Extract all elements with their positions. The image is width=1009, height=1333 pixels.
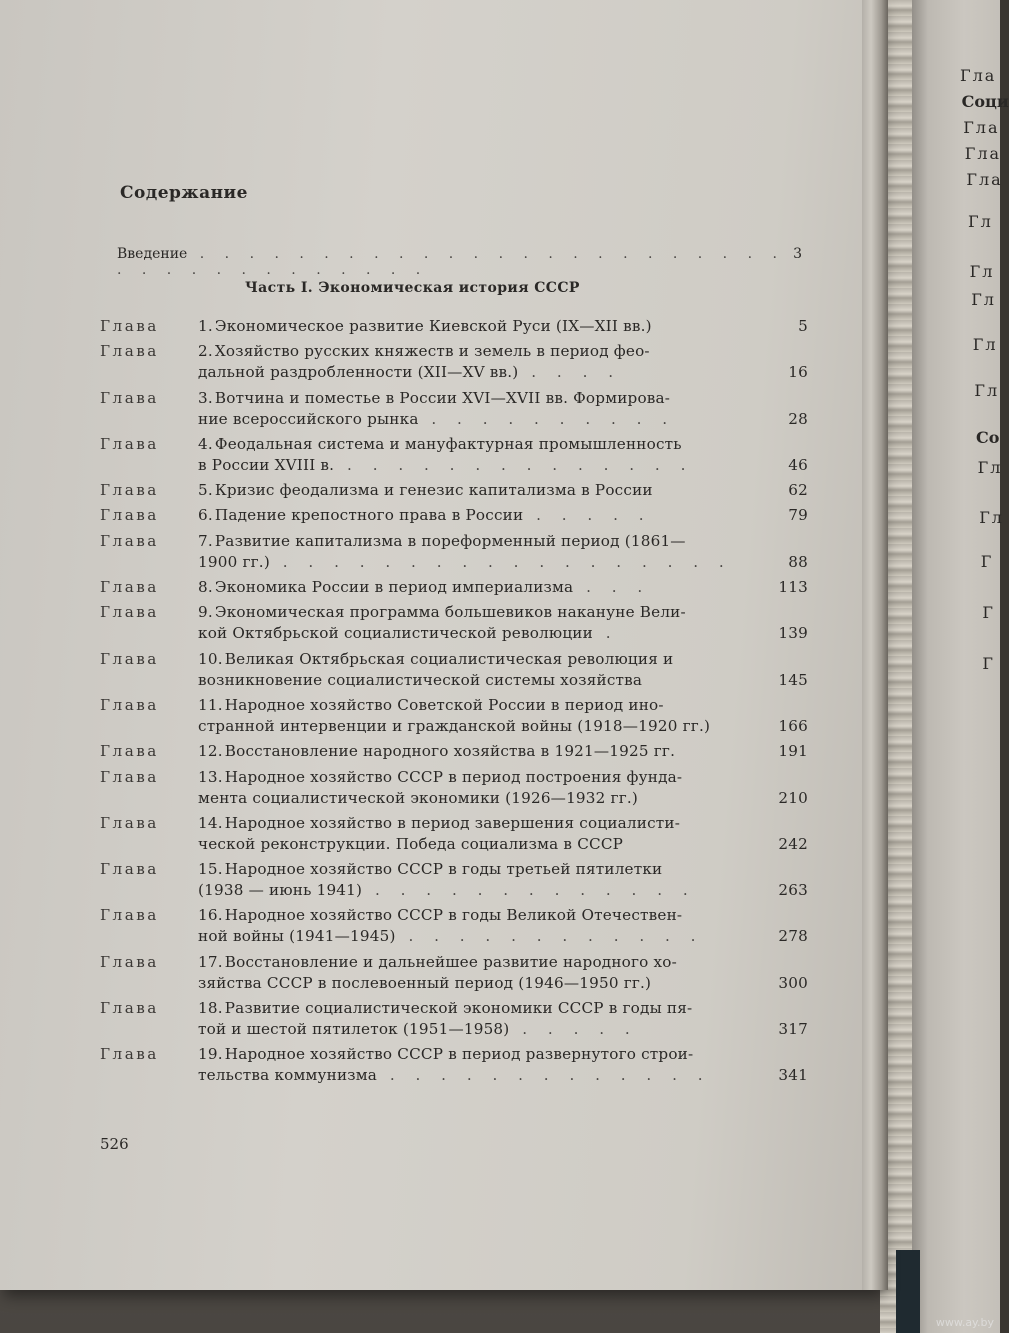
- chapter-title-line: Народное хозяйство СССР в период построения фунда-: [224, 767, 683, 786]
- chapter-title-line: странной интервенции и гражданской войны (1918—1920 гг.): [198, 716, 711, 735]
- chapter-title: [198, 434, 808, 476]
- chapter-title: [198, 505, 808, 526]
- chapter-number: 9.: [198, 603, 213, 622]
- leader-dots: . . . . . . . . . .: [418, 409, 676, 428]
- chapter-title-line: мента социалистической экономики (1926—1932 гг.): [198, 788, 639, 807]
- chapter-title-line: Восстановление народного хозяйства в 1921—1925 гг.: [224, 742, 676, 761]
- chapter-title: [198, 649, 808, 691]
- toc-list: [100, 316, 808, 1091]
- chapter-title: [198, 741, 808, 762]
- toc-entry: [100, 531, 808, 573]
- chapter-number: 6.: [198, 506, 213, 525]
- intro-label: Введение: [117, 246, 188, 262]
- toc-entry: [100, 602, 808, 644]
- chapter-prefix: Глава: [100, 342, 159, 361]
- right-page-fragment: Г: [980, 552, 994, 571]
- chapter-prefix: Глава: [100, 481, 159, 500]
- leader-dots: . . .: [573, 578, 651, 597]
- chapter-prefix: Глава: [100, 813, 159, 832]
- chapter-number: 8.: [198, 578, 213, 597]
- chapter-page: 113: [778, 578, 808, 597]
- chapter-title-line: тельства коммунизма: [198, 1066, 378, 1085]
- chapter-title: [198, 1044, 808, 1086]
- chapter-title: [198, 316, 808, 337]
- chapter-number: 11.: [198, 695, 223, 714]
- chapter-page: 278: [778, 927, 808, 946]
- right-page-fragment: Со: [976, 428, 1000, 447]
- page-gutter: [862, 0, 888, 1290]
- toc-entry: [100, 905, 808, 947]
- leader-dots: . . . . .: [523, 506, 652, 525]
- toc-entry: [100, 341, 808, 383]
- chapter-page: 46: [788, 455, 808, 474]
- page-number: 526: [100, 1135, 129, 1153]
- toc-entry: [100, 388, 808, 430]
- chapter-number: 5.: [198, 481, 213, 500]
- leader-dots: . . . . . . . . . . . . . . . . . . . . . . . . . . . . . . . . . . . . .: [117, 246, 785, 278]
- toc-entry: [100, 434, 808, 476]
- chapter-title: [198, 531, 808, 573]
- chapter-title-line: возникновение социалистической системы хозяйства: [198, 670, 643, 689]
- chapter-prefix: Глава: [100, 860, 159, 879]
- part-heading: Часть I. Экономическая история СССР: [245, 280, 580, 296]
- leader-dots: . . . . . . . . . . . . .: [362, 881, 696, 900]
- chapter-title-line: Феодальная система и мануфактурная промышленность: [214, 434, 682, 453]
- chapter-title-line: Экономическая программа большевиков накануне Вели-: [214, 603, 686, 622]
- watermark: www.ay.by: [935, 1316, 994, 1329]
- chapter-page: 210: [778, 788, 808, 807]
- right-page-fragment: Гла: [963, 118, 1000, 137]
- right-page-fragment: Гла: [960, 66, 997, 85]
- chapter-prefix: Глава: [100, 506, 159, 525]
- chapter-title-line: Вотчина и поместье в России XVI—XVII вв. Формирова-: [214, 388, 671, 407]
- leader-dots: . . . . . . . . . . . .: [395, 927, 704, 946]
- chapter-title: [198, 813, 808, 855]
- chapter-title-line: Народное хозяйство СССР в годы третьей пятилетки: [224, 860, 663, 879]
- chapter-title-line: дальной раздробленности (XII—XV вв.): [198, 363, 519, 382]
- chapter-page: 263: [778, 881, 808, 900]
- chapter-title-line: Народное хозяйство в период завершения социалисти-: [224, 813, 681, 832]
- chapter-title-line: Восстановление и дальнейшее развитие народного хо-: [224, 952, 677, 971]
- leader-dots: . . . .: [518, 363, 622, 382]
- leader-dots: . . . . . . . . . . . . . . . . . .: [269, 552, 732, 571]
- chapter-title: [198, 388, 808, 430]
- toc-entry: [100, 741, 808, 762]
- chapter-page: 88: [788, 552, 808, 571]
- toc-entry: [100, 695, 808, 737]
- chapter-number: 10.: [198, 649, 223, 668]
- right-page-fragment: Гла: [964, 144, 1002, 163]
- chapter-number: 12.: [198, 742, 223, 761]
- chapter-title: [198, 952, 808, 994]
- chapter-title-line: Великая Октябрьская социалистическая революция и: [224, 649, 674, 668]
- chapter-title-line: ческой реконструкции. Победа социализма в СССР: [198, 834, 624, 853]
- chapter-number: 4.: [198, 434, 213, 453]
- chapter-page: 5: [798, 317, 808, 335]
- chapter-title: [198, 577, 808, 598]
- chapter-number: 13.: [198, 767, 223, 786]
- chapter-prefix: Глава: [100, 603, 159, 622]
- right-page: [910, 0, 1009, 1333]
- leader-dots: .: [592, 624, 619, 643]
- right-page-fragment: Гл: [977, 458, 1003, 477]
- chapter-title-line: Народное хозяйство СССР в годы Великой Отечествен-: [224, 906, 683, 925]
- chapter-title-line: Развитие социалистической экономики СССР в годы пя-: [224, 999, 693, 1018]
- chapter-title-line: Экономика России в период империализма: [214, 578, 574, 597]
- toc-entry: [100, 813, 808, 855]
- chapter-page: 139: [778, 624, 808, 643]
- right-page-fragment: Гл: [971, 290, 996, 309]
- chapter-title: [198, 859, 808, 901]
- chapter-title-line: Народное хозяйство СССР в период развернутого строи-: [224, 1045, 694, 1064]
- intro-page: 3: [793, 246, 802, 262]
- chapter-title: [198, 341, 808, 383]
- right-page-fragment: Гл: [979, 508, 1004, 527]
- toc-entry: [100, 505, 808, 526]
- chapter-page: 62: [788, 481, 808, 500]
- chapter-title: [198, 695, 808, 737]
- chapter-page: 166: [778, 716, 808, 735]
- chapter-title-line: Народное хозяйство Советской России в период ино-: [224, 695, 664, 714]
- chapter-page: 16: [788, 363, 808, 382]
- chapter-title-line: ной войны (1941—1945): [198, 927, 396, 946]
- chapter-number: 19.: [198, 1045, 223, 1064]
- chapter-prefix: Глава: [100, 578, 159, 597]
- chapter-title: [198, 602, 808, 644]
- chapter-title-line: ние всероссийского рынка: [198, 409, 419, 428]
- right-page-fragment: Гл: [969, 262, 995, 281]
- chapter-title-line: зяйства СССР в послевоенный период (1946—1950 гг.): [198, 973, 652, 992]
- toc-entry: [100, 480, 808, 501]
- chapter-page: 300: [778, 973, 808, 992]
- chapter-prefix: Глава: [100, 695, 159, 714]
- chapter-page: 145: [778, 670, 808, 689]
- chapter-title-line: Развитие капитализма в пореформенный период (1861—: [214, 531, 686, 550]
- chapter-number: 14.: [198, 813, 223, 832]
- chapter-page: 341: [778, 1066, 808, 1085]
- chapter-prefix: Глава: [100, 952, 159, 971]
- chapter-prefix: Глава: [100, 742, 159, 761]
- chapter-title: [198, 767, 808, 809]
- leader-dots: . . . . .: [509, 1020, 638, 1039]
- chapter-title-line: Кризис феодализма и генезис капитализма в России: [214, 481, 653, 500]
- right-page-fragment: Г: [982, 603, 995, 622]
- chapter-page: 242: [778, 834, 808, 853]
- right-page-fragment: Гл: [968, 212, 993, 231]
- chapter-title: [198, 998, 808, 1040]
- chapter-number: 17.: [198, 952, 223, 971]
- chapter-number: 7.: [198, 531, 213, 550]
- chapter-number: 16.: [198, 906, 223, 925]
- toc-entry: [100, 577, 808, 598]
- toc-entry: [100, 952, 808, 994]
- chapter-title-line: (1938 — июнь 1941): [198, 881, 363, 900]
- toc-entry: [100, 998, 808, 1040]
- chapter-prefix: Глава: [100, 434, 159, 453]
- chapter-title-line: кой Октябрьской социалистической революции: [198, 624, 593, 643]
- chapter-page: 79: [788, 506, 808, 525]
- toc-title: Содержание: [120, 183, 248, 203]
- chapter-title-line: Хозяйство русских княжеств и земель в период фео-: [214, 342, 650, 361]
- chapter-page: 191: [778, 742, 808, 761]
- intro-row: [117, 246, 802, 278]
- chapter-prefix: Глава: [100, 388, 159, 407]
- right-page-fragment: Г: [982, 654, 995, 673]
- leader-dots: . . . . . . . . . . . . . .: [334, 455, 694, 474]
- chapter-title-line: той и шестой пятилеток (1951—1958): [198, 1020, 510, 1039]
- chapter-page: 28: [788, 409, 808, 428]
- chapter-number: 15.: [198, 860, 223, 879]
- chapter-page: 317: [778, 1020, 808, 1039]
- chapter-prefix: Глава: [100, 906, 159, 925]
- chapter-prefix: Глава: [100, 1045, 159, 1064]
- chapter-title-line: в России XVIII в.: [198, 455, 335, 474]
- right-page-fragment: Гл: [972, 335, 998, 354]
- chapter-prefix: Глава: [100, 767, 159, 786]
- toc-entry: [100, 316, 808, 337]
- chapter-prefix: Глава: [100, 649, 159, 668]
- right-page-fragment: Соци: [961, 92, 1009, 111]
- toc-entry: [100, 859, 808, 901]
- toc-entry: [100, 767, 808, 809]
- chapter-title: [198, 480, 808, 501]
- chapter-prefix: Глава: [100, 531, 159, 550]
- chapter-number: 2.: [198, 342, 213, 361]
- chapter-number: 3.: [198, 388, 213, 407]
- toc-entry: [100, 1044, 808, 1086]
- chapter-number: 1.: [198, 317, 213, 335]
- binding-cloth: [896, 1250, 920, 1333]
- chapter-prefix: Глава: [100, 317, 159, 335]
- right-page-fragment: Гл: [974, 381, 1000, 400]
- chapter-prefix: Глава: [100, 999, 159, 1018]
- chapter-title: [198, 905, 808, 947]
- leader-dots: . . . . . . . . . . . . .: [377, 1066, 711, 1085]
- toc-entry: [100, 649, 808, 691]
- right-page-fragment: Гла: [966, 170, 1003, 189]
- chapter-number: 18.: [198, 999, 223, 1018]
- chapter-title-line: Падение крепостного права в России: [214, 506, 524, 525]
- chapter-title-line: Экономическое развитие Киевской Руси (IX—XII вв.): [214, 317, 652, 335]
- chapter-title-line: 1900 гг.): [198, 552, 270, 571]
